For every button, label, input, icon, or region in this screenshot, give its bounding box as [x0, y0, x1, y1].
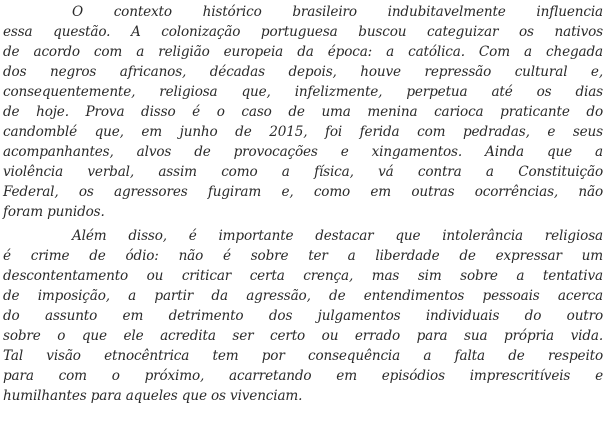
essay-line-3: de acordo com a religião europeia da época: a católica. Com a chegada	[3, 44, 603, 60]
essay-line-15: de imposição, a partir da agressão, de entendimentos pessoais acerca	[3, 288, 603, 304]
essay-line-10: Federal, os agressores fugiram e, como em outras ocorrências, não	[3, 184, 603, 200]
essay-line-11: foram punidos.	[3, 204, 105, 220]
essay-line-2: essa questão. A colonização portuguesa buscou categuizar os nativos	[3, 24, 603, 40]
essay-line-6: de hoje. Prova disso é o caso de uma menina carioca praticante do	[3, 104, 603, 120]
essay-line-12: Além disso, é importante destacar que intolerância religiosa	[72, 228, 603, 244]
essay-line-1: O contexto histórico brasileiro indubitavelmente influencia	[72, 4, 603, 20]
essay-line-7: candomblé que, em junho de 2015, foi ferida com pedradas, e seus	[3, 124, 603, 140]
essay-line-5: consequentemente, religiosa que, infelizmente, perpetua até os dias	[3, 84, 603, 100]
essay-line-19: para com o próximo, acarretando em episódios imprescritíveis e	[3, 368, 603, 384]
essay-line-4: dos negros africanos, décadas depois, houve repressão cultural e,	[3, 64, 603, 80]
essay-line-9: violência verbal, assim como a física, vá contra a Constituição	[3, 164, 603, 180]
essay-line-16: do assunto em detrimento dos julgamentos individuais do outro	[3, 308, 603, 324]
essay-line-13: é crime de ódio: não é sobre ter a liberdade de expressar um	[3, 248, 603, 264]
essay-line-14: descontentamento ou criticar certa crença, mas sim sobre a tentativa	[3, 268, 603, 284]
essay-line-20: humilhantes para aqueles que os vivenciam.	[3, 388, 303, 404]
essay-line-18: Tal visão etnocêntrica tem por consequência a falta de respeito	[3, 348, 603, 364]
essay-line-8: acompanhantes, alvos de provocações e xingamentos. Ainda que a	[3, 144, 603, 160]
essay-line-17: sobre o que ele acredita ser certo ou errado para sua própria vida.	[3, 328, 603, 344]
